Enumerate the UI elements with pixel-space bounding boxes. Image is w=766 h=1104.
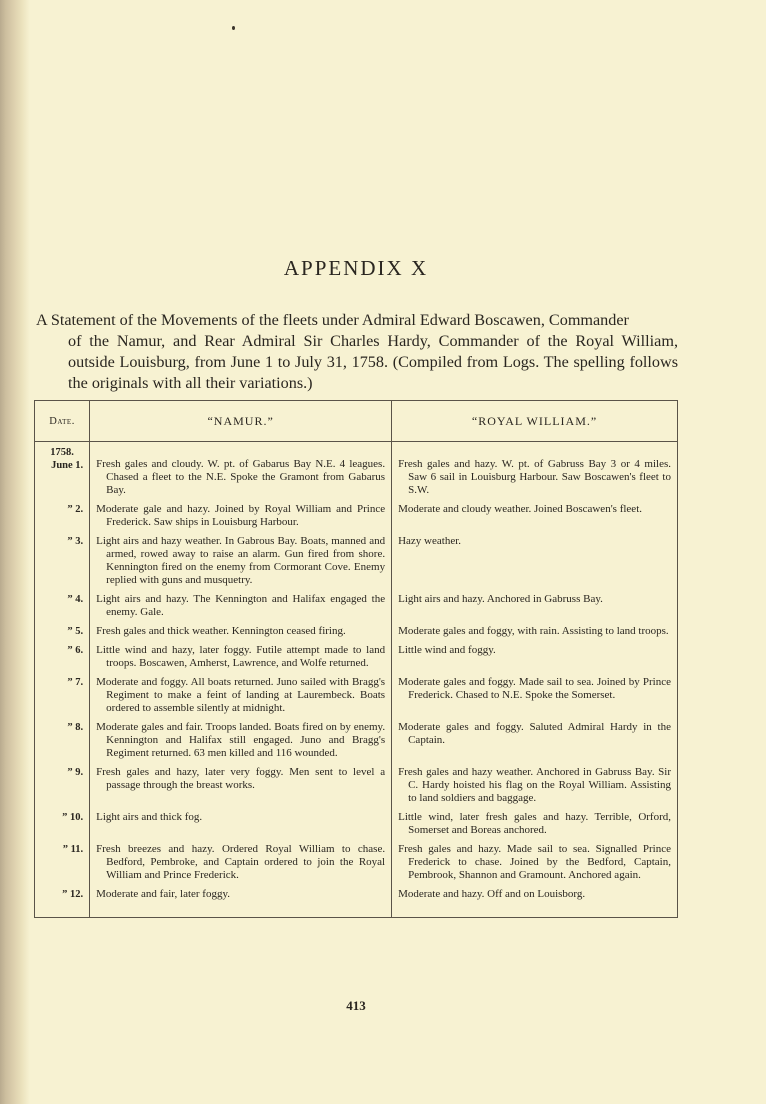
royal-william-entry-cell bbox=[392, 885, 678, 918]
table-row bbox=[35, 641, 678, 673]
date-label: ” 5. bbox=[67, 626, 84, 637]
date-cell bbox=[35, 641, 90, 673]
header-date: Date. bbox=[35, 401, 90, 442]
date-label: ” 3. bbox=[67, 536, 84, 547]
date-label: ” 4. bbox=[67, 594, 84, 605]
namur-entry-text: Fresh gales and thick weather. Kennington ceased firing. bbox=[96, 625, 346, 637]
header-royal-william: “ROYAL WILLIAM.” bbox=[392, 401, 678, 442]
date-cell bbox=[35, 763, 90, 808]
namur-entry-text: Light airs and hazy weather. In Gabrous Bay. Boats, manned and armed, rowed away to raise an alarm. Gun fired from shore. Kennington fired on the enemy from Cormorant Cove. Enemy replied with guns and musquetry. bbox=[96, 535, 386, 586]
table-row bbox=[35, 622, 678, 641]
table-body bbox=[35, 442, 678, 918]
royal-william-entry-cell bbox=[392, 590, 678, 622]
royal-william-entry-text: Fresh gales and hazy weather. Anchored in Gabruss Bay. Sir C. Hardy hoisted his flag on the Royal William. Assisting to land soldiers and baggage. bbox=[398, 766, 671, 804]
royal-william-entry-cell bbox=[392, 641, 678, 673]
royal-william-entry-cell bbox=[392, 840, 678, 885]
date-cell bbox=[35, 532, 90, 590]
table-row bbox=[35, 885, 678, 918]
date-label: ” 12. bbox=[62, 889, 84, 900]
table-row bbox=[35, 532, 678, 590]
royal-william-entry-text: Moderate and cloudy weather. Joined Boscawen's fleet. bbox=[398, 503, 642, 515]
date-cell bbox=[35, 442, 90, 501]
intro-paragraph bbox=[36, 310, 678, 394]
namur-entry-text: Moderate gales and fair. Troops landed. Boats fired on by enemy. Kennington and Halifax still engaged. Juno and Bragg's Regiment returned. 63 men killed and 116 wounded. bbox=[96, 721, 386, 759]
namur-entry-cell bbox=[90, 442, 392, 501]
namur-entry-text: Light airs and hazy. The Kennington and Halifax engaged the enemy. Gale. bbox=[96, 593, 386, 618]
royal-william-entry-text: Moderate gales and foggy. Saluted Admiral Hardy in the Captain. bbox=[398, 721, 671, 746]
date-label: ” 8. bbox=[67, 722, 84, 733]
namur-entry-text: Moderate and foggy. All boats returned. Juno sailed with Bragg's Regiment to make a feint of landing at Laurembeck. Boats ordered to assemble silently at midnight. bbox=[96, 676, 386, 714]
table-row bbox=[35, 673, 678, 718]
date-cell bbox=[35, 840, 90, 885]
date-label: ” 11. bbox=[62, 844, 84, 855]
date-cell bbox=[35, 590, 90, 622]
date-cell bbox=[35, 673, 90, 718]
royal-william-entry-cell bbox=[392, 763, 678, 808]
date-label: June 1. bbox=[51, 460, 84, 471]
namur-entry-text: Little wind and hazy, later foggy. Futile attempt made to land troops. Boscawen, Amherst, Lawrence, and Wolfe returned. bbox=[96, 644, 386, 669]
royal-william-entry-cell bbox=[392, 808, 678, 840]
table-row bbox=[35, 808, 678, 840]
appendix-title: APPENDIX X bbox=[283, 256, 429, 280]
royal-william-entry-cell bbox=[392, 673, 678, 718]
date-label: ” 10. bbox=[62, 812, 84, 823]
namur-entry-cell bbox=[90, 808, 392, 840]
royal-william-entry-text: Light airs and hazy. Anchored in Gabruss Bay. bbox=[398, 593, 603, 605]
fleet-movements-table bbox=[34, 400, 678, 918]
royal-william-entry-text: Fresh gales and hazy. W. pt. of Gabruss Bay 3 or 4 miles. Saw 6 sail in Louisburg Harbour. Saw Boscawen's fleet to S.W. bbox=[398, 458, 671, 496]
namur-entry-text: Fresh gales and hazy, later very foggy. Men sent to level a passage through the breast works. bbox=[96, 766, 386, 791]
namur-entry-cell bbox=[90, 718, 392, 763]
namur-entry-cell bbox=[90, 641, 392, 673]
book-binding-shadow bbox=[0, 0, 30, 1104]
royal-william-entry-cell bbox=[392, 622, 678, 641]
royal-william-entry-text: Hazy weather. bbox=[398, 535, 462, 547]
table-row bbox=[35, 718, 678, 763]
date-label: ” 2. bbox=[67, 504, 84, 515]
ink-speck bbox=[232, 26, 235, 30]
namur-entry-text: Light airs and thick fog. bbox=[96, 811, 203, 823]
table-header-row bbox=[35, 401, 678, 442]
table-row bbox=[35, 763, 678, 808]
namur-entry-text: Moderate and fair, later foggy. bbox=[96, 888, 230, 900]
royal-william-entry-cell bbox=[392, 718, 678, 763]
royal-william-entry-text: Little wind, later fresh gales and hazy. Terrible, Orford, Somerset and Boreas anchored. bbox=[398, 811, 671, 836]
year-label: 1758. bbox=[50, 447, 74, 458]
royal-william-entry-text: Moderate gales and foggy, with rain. Assisting to land troops. bbox=[398, 625, 669, 637]
intro-first-line: A Statement of the Movements of the fleets under Admiral Edward Boscawen, Commander bbox=[36, 311, 629, 329]
royal-william-entry-text: Little wind and foggy. bbox=[398, 644, 496, 656]
namur-entry-cell bbox=[90, 500, 392, 532]
namur-entry-cell bbox=[90, 885, 392, 918]
date-label: ” 7. bbox=[67, 677, 84, 688]
date-cell bbox=[35, 500, 90, 532]
namur-entry-cell bbox=[90, 763, 392, 808]
namur-entry-cell bbox=[90, 673, 392, 718]
royal-william-entry-text: Moderate gales and foggy. Made sail to sea. Joined by Prince Frederick. Chased to N.E. Spoke the Somerset. bbox=[398, 676, 671, 701]
namur-entry-text: Fresh breezes and hazy. Ordered Royal William to chase. Bedford, Pembroke, and Captain ordered to join the Royal William and Prince Frederick. bbox=[96, 843, 386, 881]
page-number: 413 bbox=[346, 998, 366, 1013]
date-label: ” 6. bbox=[67, 645, 84, 656]
date-cell bbox=[35, 718, 90, 763]
royal-william-entry-cell bbox=[392, 500, 678, 532]
table-row bbox=[35, 500, 678, 532]
table-row bbox=[35, 840, 678, 885]
royal-william-entry-cell bbox=[392, 532, 678, 590]
namur-entry-cell bbox=[90, 840, 392, 885]
royal-william-entry-text: Moderate and hazy. Off and on Louisborg. bbox=[398, 888, 586, 900]
royal-william-entry-text: Fresh gales and hazy. Made sail to sea. Signalled Prince Frederick to chase. Joined by the Bedford, Captain, Pembrook, Shannon and Gramount. Anchored again. bbox=[398, 843, 671, 881]
namur-entry-cell bbox=[90, 532, 392, 590]
namur-entry-cell bbox=[90, 590, 392, 622]
royal-william-entry-cell bbox=[392, 442, 678, 501]
table-row bbox=[35, 590, 678, 622]
date-cell bbox=[35, 885, 90, 918]
date-label: ” 9. bbox=[67, 767, 84, 778]
date-cell bbox=[35, 622, 90, 641]
intro-continuation: of the Namur, and Rear Admiral Sir Charles Hardy, Commander of the Royal William, outside Louisburg, from June 1 to July 31, 1758. (Compiled from Logs. The spelling follows the originals with all their variations.) bbox=[68, 332, 678, 392]
header-namur: “NAMUR.” bbox=[90, 401, 392, 442]
namur-entry-text: Fresh gales and cloudy. W. pt. of Gabarus Bay N.E. 4 leagues. Chased a fleet to the N.E. Spoke the Gramont from Gabarus Bay. bbox=[96, 458, 386, 496]
table-row bbox=[35, 442, 678, 501]
date-cell bbox=[35, 808, 90, 840]
namur-entry-text: Moderate gale and hazy. Joined by Royal William and Prince Frederick. Saw ships in Louisburg Harbour. bbox=[96, 503, 386, 528]
namur-entry-cell bbox=[90, 622, 392, 641]
